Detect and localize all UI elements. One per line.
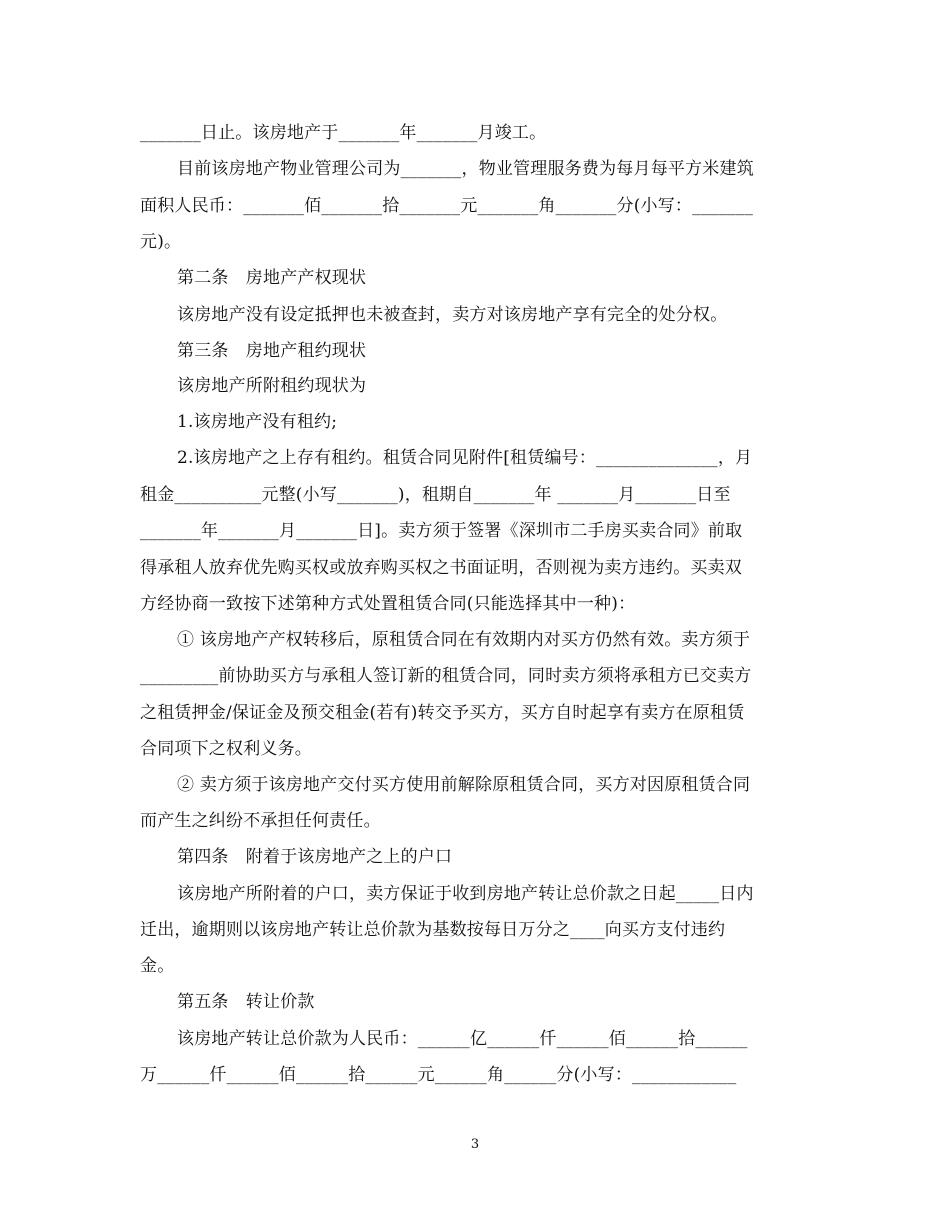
section-heading: 第二条 房地产产权现状 bbox=[177, 268, 367, 288]
text-line: 之租赁押金/保证金及预交租金(若有)转交予买方，买方自时起享有卖方在原租赁 bbox=[140, 703, 745, 723]
text-line: 面积人民币：_______佰_______拾_______元_______角_______分(小写：_______ bbox=[140, 196, 754, 216]
page-number: 3 bbox=[470, 1137, 480, 1152]
text-line: 1.该房地产没有租约; bbox=[177, 412, 338, 432]
text-line: 2.该房地产之上存有租约。租赁合同见附件[租赁编号：______________，月 bbox=[177, 448, 753, 468]
text-line: 得承租人放弃优先购买权或放弃购买权之书面证明，否则视为卖方违约。买卖双 bbox=[140, 558, 742, 578]
text-line: 该房地产转让总价款为人民币：______亿______仟______佰______拾______ bbox=[177, 1029, 748, 1049]
text-line: 该房地产所附租约现状为 bbox=[177, 376, 367, 396]
section-heading: 第三条 房地产租约现状 bbox=[177, 341, 367, 361]
section-heading: 第五条 转让价款 bbox=[177, 992, 315, 1012]
text-line: 租金__________元整(小写_______)，租期自_______年 _______月_______日至 bbox=[140, 485, 731, 505]
text-line: _______日止。该房地产于_______年_______月竣工。 bbox=[140, 123, 547, 143]
text-line: 金。 bbox=[140, 956, 175, 976]
text-line: _______年_______月_______日]。卖方须于签署《深圳市二手房买卖合同》前取 bbox=[140, 521, 743, 541]
text-line: ② 卖方须于该房地产交付买方使用前解除原租赁合同，买方对因原租赁合同 bbox=[177, 775, 751, 795]
text-line: 合同项下之权利义务。 bbox=[140, 739, 312, 759]
text-line: 目前该房地产物业管理公司为_______，物业管理服务费为每月每平方米建筑 bbox=[177, 159, 754, 179]
section-heading: 第四条 附着于该房地产之上的户口 bbox=[177, 847, 453, 867]
text-line: 该房地产没有设定抵押也未被查封，卖方对该房地产享有完全的处分权。 bbox=[177, 305, 728, 325]
text-line: ① 该房地产产权转移后，原租赁合同在有效期内对买方仍然有效。卖方须于 bbox=[177, 630, 751, 650]
text-line: 该房地产所附着的户口，卖方保证于收到房地产转让总价款之日起_____日内 bbox=[177, 884, 754, 904]
text-line: 而产生之纠纷不承担任何责任。 bbox=[140, 811, 381, 831]
text-line: 方经协商一致按下述第种方式处置租赁合同(只能选择其中一种)： bbox=[140, 594, 636, 614]
text-line: 迁出，逾期则以该房地产转让总价款为基数按每日万分之____向买方支付违约 bbox=[140, 920, 726, 940]
text-line: _________前协助买方与承租人签订新的租赁合同，同时卖方须将承租方已交卖方 bbox=[140, 666, 752, 686]
text-line: 万______仟______佰______拾______元______角______分(小写：____________ bbox=[140, 1065, 737, 1085]
text-line: 元)。 bbox=[140, 232, 182, 252]
